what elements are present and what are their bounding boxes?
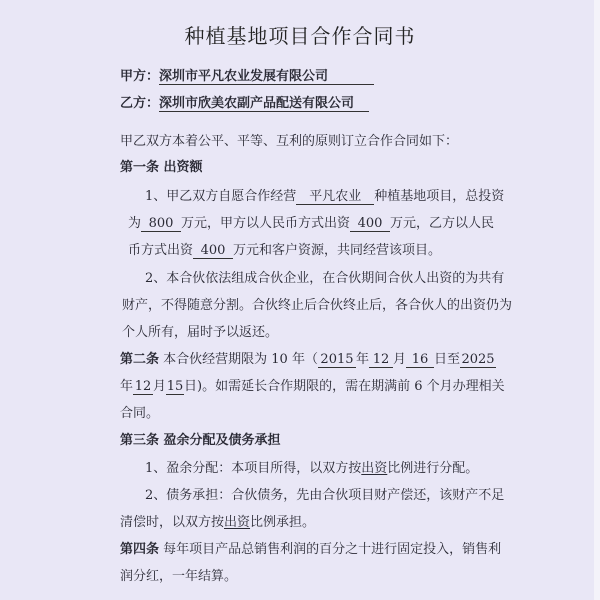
article4-line2: 润分红，一年结算。: [120, 569, 238, 584]
text: 本合伙经营期限为 10 年（: [163, 352, 318, 367]
text: 币方式出资: [128, 243, 194, 258]
article3-heading: 第三条 盈余分配及债务承担: [120, 433, 281, 448]
article1-clause2-line1: 2、本合伙依法组成合伙企业，在合伙期间合伙人出资的为共有: [145, 271, 505, 286]
article1-clause1-line2: [128, 215, 494, 233]
text: 1、盈余分配：本项目所得，以双方按: [145, 461, 362, 476]
article4-heading: 第四条: [120, 542, 160, 557]
text: 比例进行分配。: [387, 461, 479, 476]
article1-clause1-line1: [145, 188, 504, 206]
article1-clause2-line2: 财产，不得随意分割。合伙终止后合伙终止后，各合伙人的出资仍为: [122, 298, 513, 313]
article1-clause1-line3: [128, 242, 441, 260]
text: 年: [120, 379, 134, 394]
text: 每年项目产品总销售利润的百分之十进行固定投入，销售利: [163, 542, 502, 557]
article2-line2: [120, 378, 505, 396]
article3-clause1: [145, 460, 478, 478]
text: 年: [355, 352, 369, 367]
party-b-label: 乙方：: [120, 96, 160, 111]
article2-heading: 第二条: [120, 352, 160, 367]
text: 月: [153, 379, 167, 394]
article2-line3: 合同。: [120, 406, 160, 421]
party-b-name: 深圳市欣美农副产品配送有限公司: [159, 96, 369, 112]
text: 清偿时，以双方按: [120, 515, 225, 530]
article3-clause2-line1: 2、债务承担：合伙债务，先由合伙项目财产偿还，该财产不足: [145, 488, 505, 503]
text: 种植基地项目，总投资: [374, 189, 505, 204]
total-investment-field: 800: [141, 216, 181, 232]
text: 万元，乙方以人民: [390, 216, 495, 231]
text: 月: [392, 352, 406, 367]
end-month-field: 12: [134, 379, 152, 394]
article1-clause2-line3: 个人所有，届时予以返还。: [122, 325, 279, 340]
document-title: 种植基地项目合作合同书: [184, 24, 416, 48]
end-day-field: 15: [166, 379, 184, 394]
text: 日至: [434, 352, 461, 367]
underlined-text: 出资: [361, 461, 388, 476]
party-b-line: [120, 95, 369, 113]
party-a-line: [120, 68, 374, 86]
article2-line1: [120, 351, 496, 369]
text: 为: [128, 216, 142, 231]
text: 1、甲乙双方自愿合作经营: [145, 189, 297, 204]
party-a-name: 深圳市平凡农业发展有限公司: [159, 69, 374, 85]
party-a-amount-field: 400: [350, 216, 390, 232]
party-a-label: 甲方：: [120, 69, 160, 84]
start-day-field: 16: [406, 352, 434, 368]
start-month-field: 12: [369, 352, 393, 368]
start-year-field: 2015: [318, 352, 356, 368]
party-b-amount-field: 400: [193, 243, 233, 259]
text: 日)。如需延长合作期限的，需在期满前 6 个月办理相关: [184, 379, 505, 394]
text: 万元和客户资源，共同经营该项目。: [233, 243, 442, 258]
underlined-text: 出资: [224, 515, 251, 530]
article1-heading: 第一条 出资额: [120, 160, 203, 175]
project-name-field: 平凡农业: [296, 189, 374, 205]
text: 比例承担。: [250, 515, 316, 530]
article4-line1: [120, 541, 501, 559]
text: 万元，甲方以人民币方式出资: [181, 216, 351, 231]
article3-clause2-line2: [120, 514, 315, 532]
preamble: 甲乙双方本着公平、平等、互利的原则订立合作合同如下：: [120, 134, 459, 149]
end-year-field: 2025: [461, 352, 495, 367]
